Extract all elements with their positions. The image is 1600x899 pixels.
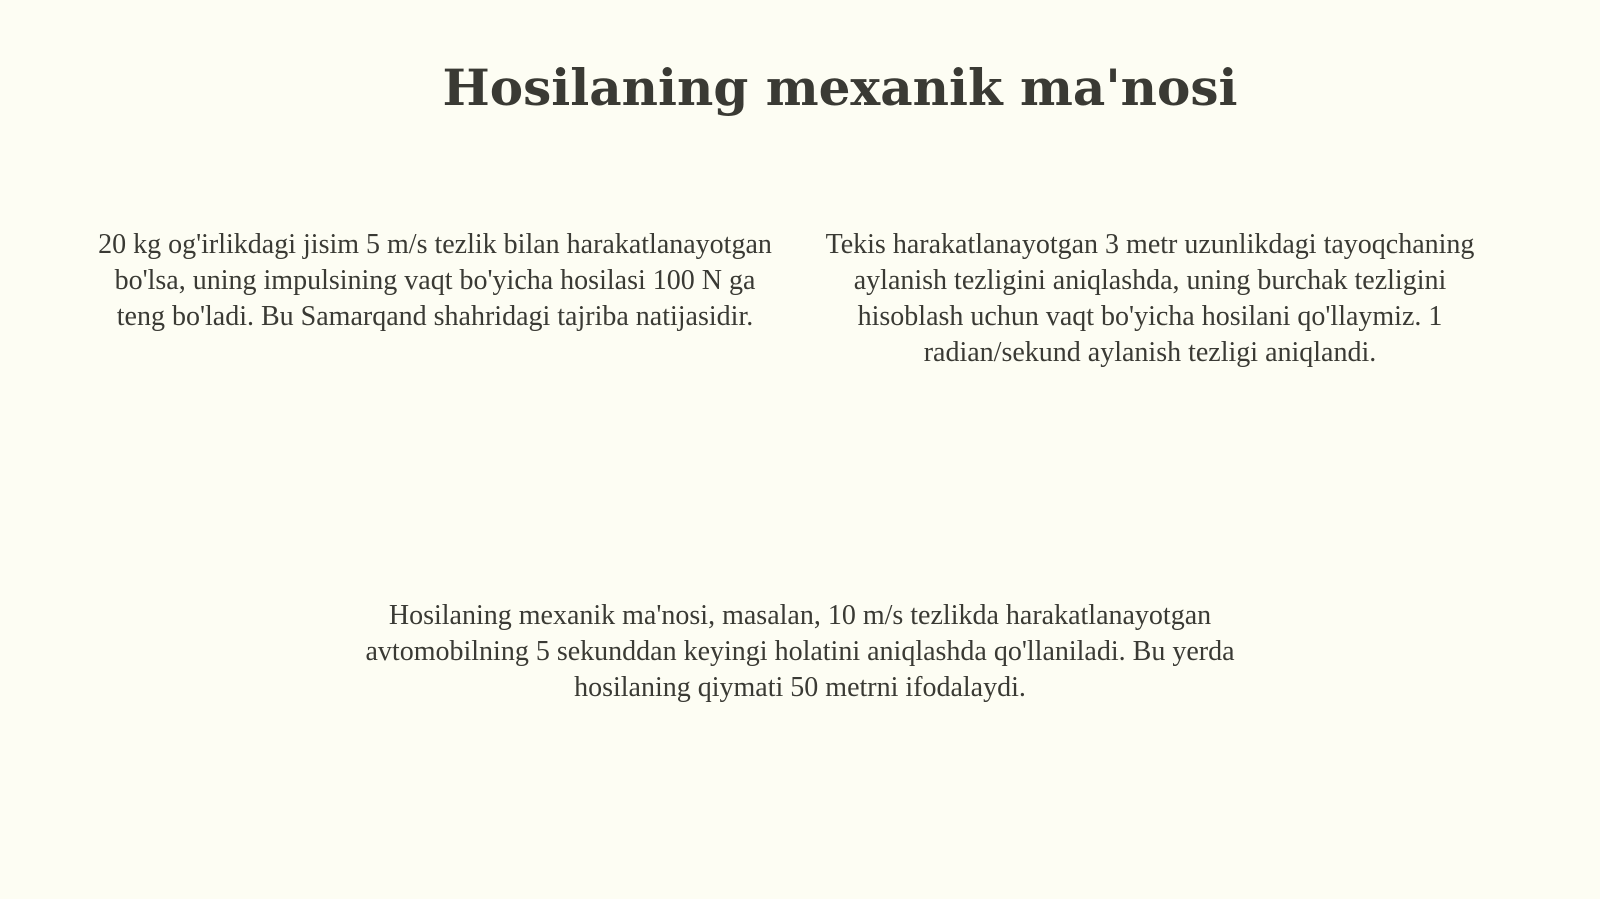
slide-title: Hosilaning mexanik ma'nosi (442, 58, 1238, 117)
paragraph-angular-velocity: Tekis harakatlanayotgan 3 metr uzunlikdagi tayoqchaning aylanish tezligini aniqlashda, uning burchak tezligini hisoblash uchun vaqt bo'yicha hosilani qo'llaymiz. 1 radian/sekund aylanish tezligi aniqlandi. (825, 229, 1475, 368)
paragraph-impulse: 20 kg og'irlikdagi jisim 5 m/s tezlik bilan harakatlanayotgan bo'lsa, uning impulsining vaqt bo'yicha hosilasi 100 N ga teng bo'ladi. Bu Samarqand shahridagi tajriba natijasidir. (98, 229, 772, 332)
paragraph-car-position: Hosilaning mexanik ma'nosi, masalan, 10 m/s tezlikda harakatlanayotgan avtomobilning 5 sekunddan keyingi holatini aniqlashda qo'llaniladi. Bu yerda hosilaning qiymati 50 metrni ifodalaydi. (365, 600, 1235, 703)
